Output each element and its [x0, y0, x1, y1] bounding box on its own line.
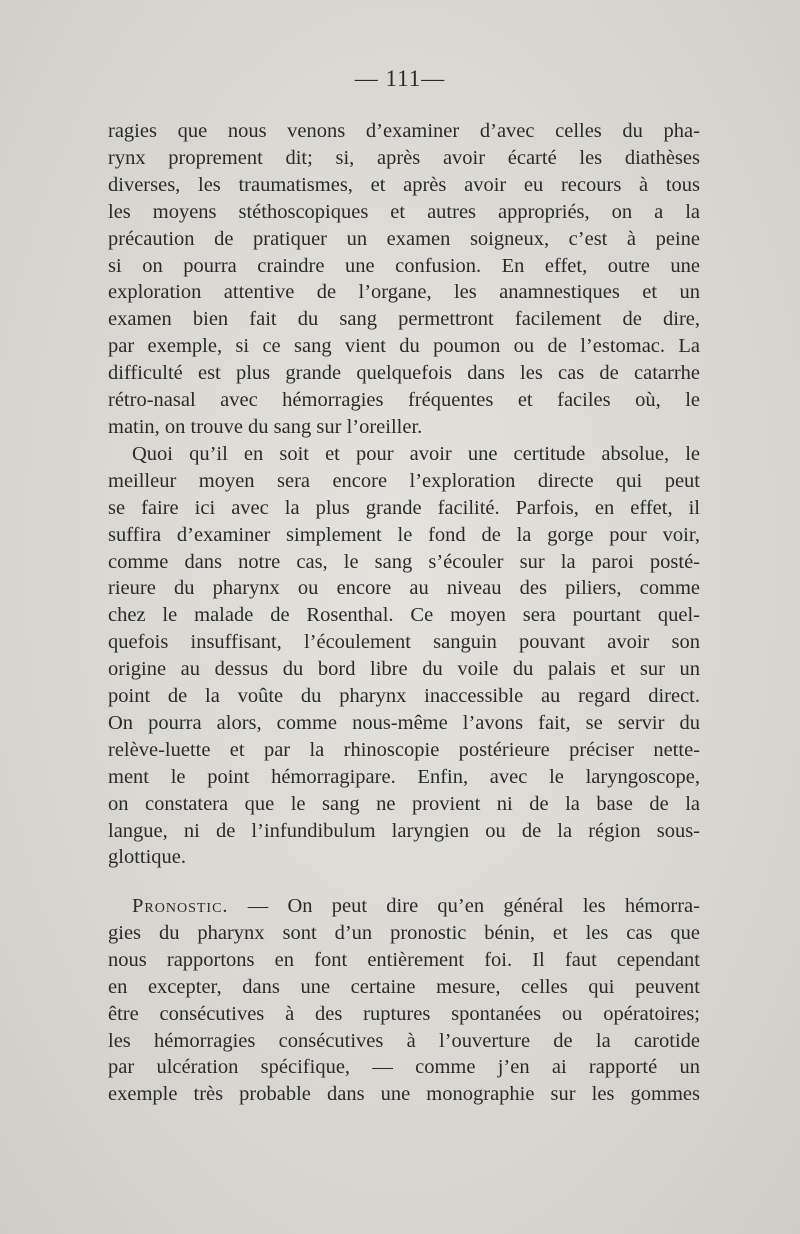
text-line: glottique.	[108, 846, 187, 869]
text-line: on constatera que le sang ne provient ni de la base de la	[108, 792, 700, 815]
text-line: les moyens stéthoscopiques et autres appropriés, on a la	[108, 200, 700, 223]
text-line-heading	[108, 893, 700, 920]
paragraph-1	[108, 118, 700, 441]
section-heading: Pronostic.	[132, 895, 229, 917]
text-line: en excepter, dans une certaine mesure, celles qui peuvent	[108, 975, 700, 998]
text-block-main	[108, 118, 700, 871]
text-line: nous rapportons en font entièrement foi. Il faut cependant	[108, 948, 700, 971]
text-line: suffira d’examiner simplement le fond de la gorge pour voir,	[108, 523, 700, 546]
text-line: exemple très probable dans une monographie sur les gommes	[108, 1083, 700, 1106]
text-line: examen bien fait du sang permettront facilement de dire,	[108, 308, 700, 331]
text-line: gies du pharynx sont d’un pronostic bénin, et les cas que	[108, 921, 700, 944]
text-line: précaution de pratiquer un examen soigneux, c’est à peine	[108, 227, 700, 250]
text-line: par ulcération spécifique, — comme j’en ai rapporté un	[108, 1056, 700, 1079]
text-line: chez le malade de Rosenthal. Ce moyen sera pourtant quel-	[108, 604, 700, 627]
text-line: ment le point hémorragipare. Enfin, avec le laryngoscope,	[108, 765, 700, 788]
text-line: comme dans notre cas, le sang s’écouler sur la paroi posté-	[108, 550, 700, 573]
text-line: langue, ni de l’infundibulum laryngien ou de la région sous-	[108, 819, 700, 842]
text-line: origine au dessus du bord libre du voile du palais et sur un	[108, 658, 700, 681]
text-line: rieure du pharynx ou encore au niveau des piliers, comme	[108, 577, 700, 600]
page-number: — 111—	[354, 66, 446, 91]
text-line: rynx proprement dit; si, après avoir écarté les diathèses	[108, 146, 700, 169]
text-line: exploration attentive de l’organe, les anamnestiques et un	[108, 281, 700, 304]
text-line: On pourra alors, comme nous-même l’avons fait, se servir du	[108, 711, 700, 734]
text-line: les hémorragies consécutives à l’ouverture de la carotide	[108, 1029, 700, 1052]
paragraph-3	[108, 893, 700, 1108]
text-line: Quoi qu’il en soit et pour avoir une certitude absolue, le	[132, 442, 700, 465]
text-line: ragies que nous venons d’examiner d’avec celles du pha-	[108, 120, 700, 142]
text-line: difficulté est plus grande quelquefois dans les cas de catarrhe	[108, 362, 700, 385]
text-line: diverses, les traumatismes, et après avoir eu recours à tous	[108, 173, 700, 196]
text-block-pronostic	[108, 893, 700, 1108]
text-line: se faire ici avec la plus grande facilité. Parfois, en effet, il	[108, 496, 700, 519]
text-line: meilleur moyen sera encore l’exploration directe qui peut	[108, 469, 700, 492]
paragraph-2	[108, 441, 700, 872]
text-line: quefois insuffisant, l’écoulement sanguin pouvant avoir son	[108, 631, 700, 654]
text-line: être consécutives à des ruptures spontanées ou opératoires;	[108, 1002, 700, 1025]
text-line-rest: — On peut dire qu’en général les hémorra-	[228, 895, 700, 917]
text-line: rétro-nasal avec hémorragies fréquentes et faciles où, le	[108, 389, 700, 412]
text-line: matin, on trouve du sang sur l’oreiller.	[108, 415, 423, 438]
text-line: par exemple, si ce sang vient du poumon ou de l’estomac. La	[108, 335, 700, 358]
text-line: relève-luette et par la rhinoscopie postérieure préciser nette-	[108, 738, 700, 761]
text-line: point de la voûte du pharynx inaccessible au regard direct.	[108, 685, 700, 708]
text-line: si on pourra craindre une confusion. En effet, outre une	[108, 254, 700, 277]
